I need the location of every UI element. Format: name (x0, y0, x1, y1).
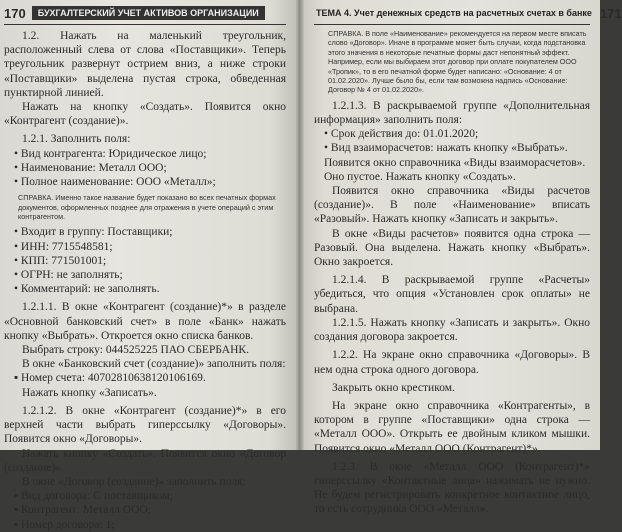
step-payment-types: Появится окно справочника «Виды расчетов (создание)». В поле «Наименование» вписать «Разовый». Нажать кнопку «Записать и закрыть». (314, 185, 590, 226)
step-write: Нажать кнопку «Записать». (22, 386, 157, 399)
left-page-header (4, 2, 286, 25)
list-item: ▪ Номер договора: 1; (4, 518, 286, 532)
list-item: ▪ Контрагент: Металл ООО; (4, 503, 286, 517)
step-create: Нажать на кнопку «Создать». Появится окно «Контрагент (создание)». (4, 101, 286, 128)
list-item: • КПП: 771501001; (4, 254, 286, 268)
step-select-bank: Выбрать строку: 044525225 ПАО СБЕРБАНК. (22, 344, 249, 357)
step-1-2-1-1: 1.2.1.1. В окне «Контрагент (создание)*» в разделе «Основной банковский счет» в поле «Банк» нажать кнопку «Выбрать». Откроется окно списка банков. (4, 301, 286, 342)
note-box: СПРАВКА. Именно такое название будет показано во всех печатных формах документов, оформленных позднее для отражения в учете операций с этим контрагентом. (18, 193, 276, 222)
step-1-2-1-5: 1.2.1.5. Нажать кнопку «Записать и закрыть». Окно создания договора закроется. (314, 316, 590, 344)
left-page-number: 170 (4, 5, 26, 21)
step-1-2-1: 1.2.1. Заполнить поля: (22, 133, 131, 146)
step-1-2-1-2: 1.2.1.2. В окне «Контрагент (создание)*» в его верхней части выбрать гиперссылку «Договоры». Появится окно «Договоры». (4, 404, 286, 446)
list-item: • ОГРН: не заполнять; (4, 268, 286, 282)
list-item: • Срок действия до: 01.01.2020; (314, 127, 590, 141)
step-create-contract: Нажать кнопку «Создать». Появится окно «Договор (создание)». (4, 447, 286, 474)
step-1-2-1-3: 1.2.1.3. В раскрываемой группе «Дополнительная информация» заполнить поля: (314, 99, 590, 127)
left-page (0, 0, 300, 531)
list-item: ▪ Вид договора: С поставщиком; (4, 489, 286, 503)
list-item: ▪ Номер счета: 40702810638120106169. (4, 371, 286, 385)
step-1-2: 1.2. Нажать на маленький треугольник, расположенный слева от слова «Поставщики». Теперь треугольник развернут острием вниз, а ниже строки «Поставщики» выделена пустая строка, обведенная пунктирной линией. (4, 30, 286, 99)
step-1-2-1-4: 1.2.1.4. В раскрываемой группе «Расчеты» убедиться, что опция «Установлен срок оплаты» не выбрана. (314, 274, 590, 315)
note-box: СПРАВКА. В поле «Наименование» рекомендуется на первом месте вписать слово «Договор». Иначе в программе может быть случаи, когда подстановка этого значения в некоторые печатные формы даст непонятный эффект. Например, если мы выбираем этот договор при оплате покупателем ООО «Тропик», то в его печатной форме будет написано: «Основание: 4 от 01.02.2020». Лучше было бы, если там возможна надпись «Основание: Договор № 4 от 01.02.2020». (328, 29, 587, 95)
step-contract-fields: В окне «Договор (создание)» заполнить поля: (22, 475, 246, 488)
step-1-2-3: 1.2.3. В окне «Металл ООО (Контрагент)*» гиперссылку «Контактные лица» нажимать не нужно. Не будем регистрировать конкретное контактное лицо, то есть сотрудника ООО «Металл». (314, 460, 590, 516)
book-gutter (296, 0, 304, 450)
step-payment-window: В окне «Виды расчетов» появится одна строка — Разовый. Она выделена. Нажать кнопку «Выбрать». Окно закроется. (314, 227, 590, 269)
list-item: • Вид взаиморасчетов: нажать кнопку «Выбрать». Появится окно справочника «Виды взаиморасчетов». Оно пустое. Нажать кнопку «Создать». (314, 141, 590, 184)
step-close: Закрыть окно крестиком. (332, 381, 455, 394)
left-running-head: БУХГАЛТЕРСКИЙ УЧЕТ АКТИВОВ ОРГАНИЗАЦИИ (32, 6, 265, 20)
step-bank-account: В окне «Банковский счет (создание)» заполнить поля: (22, 358, 286, 371)
list-item: • Вид контрагента: Юридическое лицо; (4, 147, 286, 161)
right-page-header (314, 2, 622, 25)
right-running-head: ТЕМА 4. Учет денежных средств на расчетных счетах в банке (316, 8, 592, 18)
right-page (300, 0, 622, 516)
right-page-number: 171 (599, 5, 622, 21)
list-item: • Входит в группу: Поставщики; (4, 225, 286, 239)
list-item: • Комментарий: не заполнять. (4, 282, 286, 296)
list-item: • ИНН: 7715548581; (4, 240, 286, 254)
step-counterparties: На экране окно справочника «Контрагенты», в котором в группе «Поставщики» одна строка — «Металл ООО». Открыть ее двойным кликом мышки. Появится окно «Металл ООО (Контрагент)*». (314, 399, 590, 455)
list-item: • Наименование: Металл ООО; (4, 161, 286, 175)
list-item: • Полное наименование: ООО «Металл»; (4, 175, 286, 189)
step-1-2-2: 1.2.2. На экране окно справочника «Договоры». В нем одна строка одного договора. (314, 349, 590, 376)
